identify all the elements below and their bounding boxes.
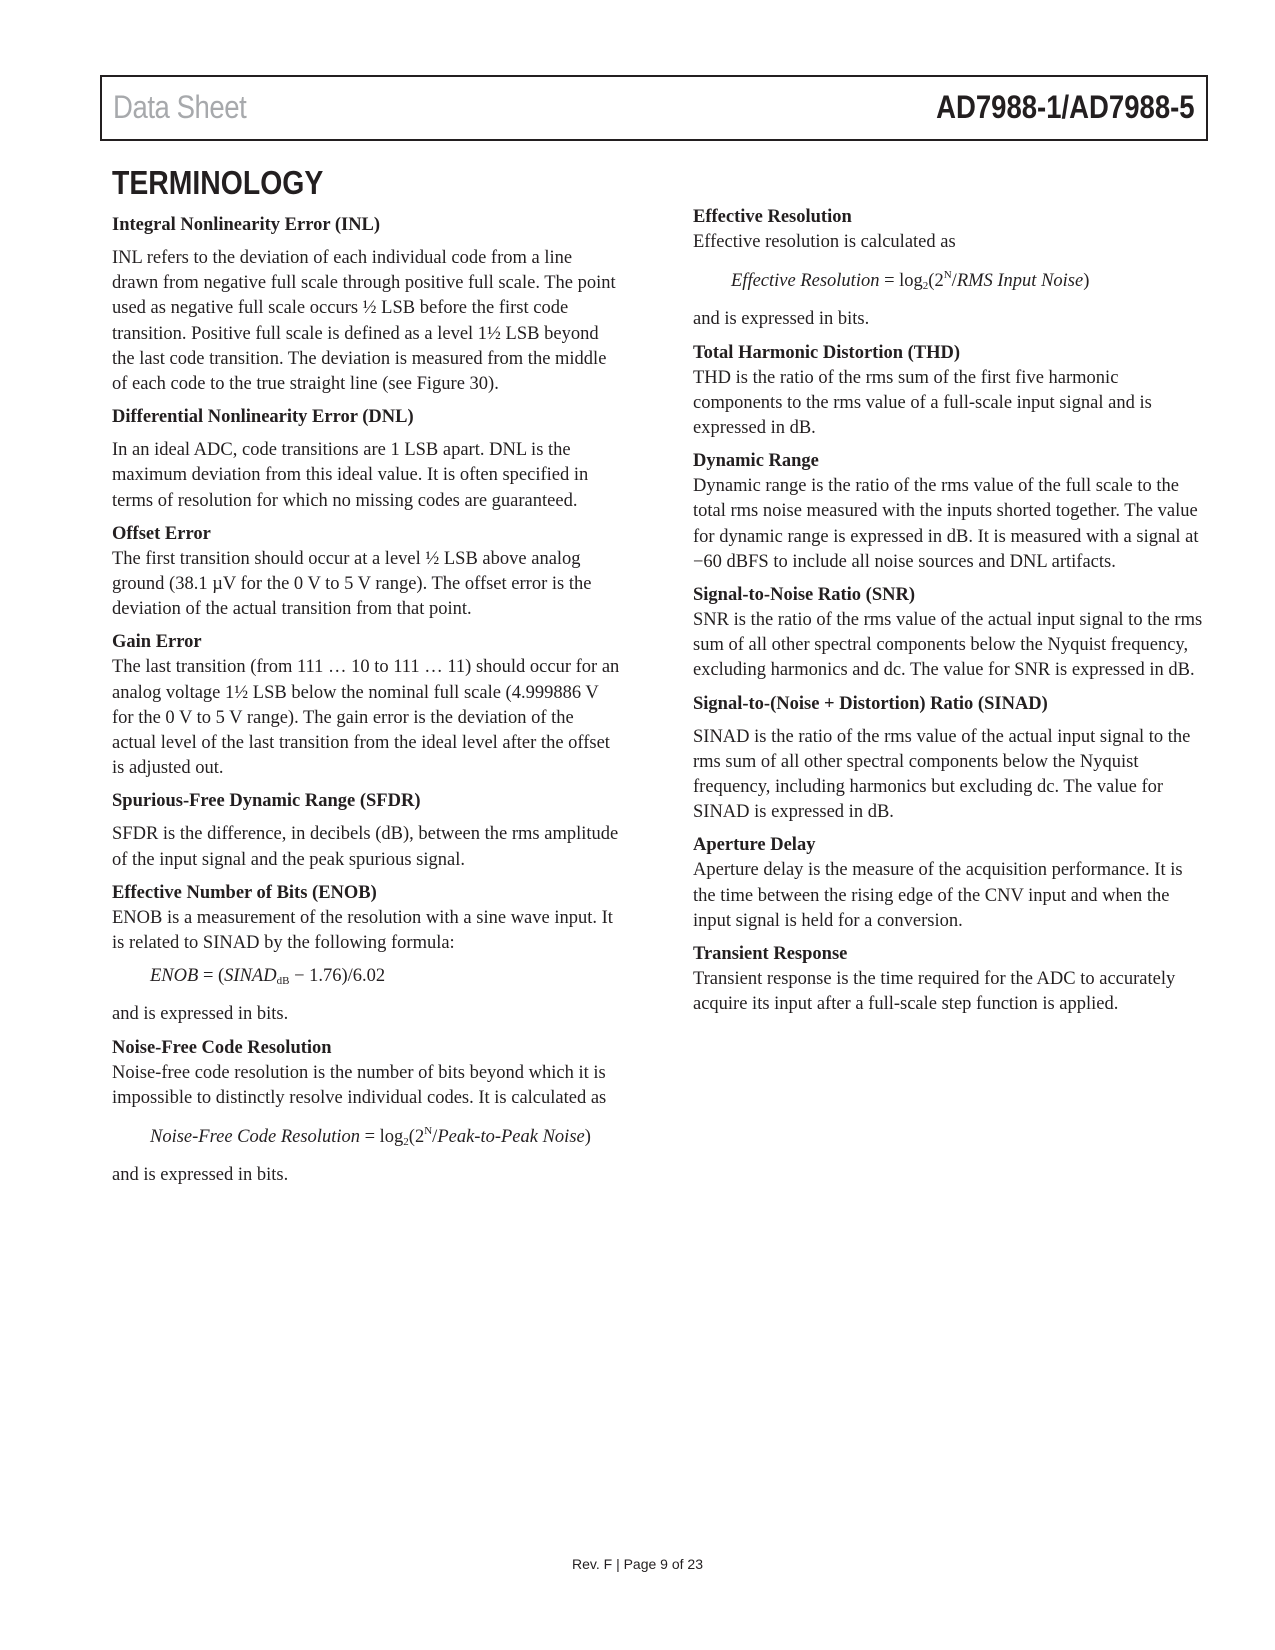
formula-slash: / [432,1127,438,1148]
formula-lhs: Effective Resolution [731,271,880,292]
term-heading: Differential Nonlinearity Error (DNL) [112,407,414,428]
term-body: SNR is the ratio of the rms value of the actual input signal to the rms sum of all other spectral components below the Nyquist frequency, excluding harmonics and dc. The value for SNR is expressed in dB. [693,610,1203,681]
term-after: and is expressed in bits. [693,309,870,330]
term-heading: Effective Number of Bits (ENOB) [112,882,377,903]
formula-slash: / [951,271,957,292]
page-footer: Rev. F | Page 9 of 23 [571,1556,703,1572]
term-heading: Dynamic Range [693,451,819,472]
formula-sub: 2 [922,280,929,293]
term-effective-resolution [693,205,1203,333]
term-heading: Effective Resolution [693,207,852,227]
term-body: Noise-free code resolution is the number of bits beyond which it is impossible to distinctly resolve individual codes. It is calculated as [112,1062,607,1108]
term-enob [112,881,620,1028]
term-heading: Offset Error [112,523,211,544]
term-body: Aperture delay is the measure of the acquisition performance. It is the time between the rising edge of the CNV input and when the input signal is held for a conversion. [693,860,1183,931]
term-aperture-delay [693,833,1203,934]
formula-eq: = log [359,1127,404,1148]
term-body: THD is the ratio of the rms sum of the first five harmonic components to the rms value of a full-scale input signal and is expressed in dB. [693,367,1152,439]
formula-var: SINAD [224,966,277,987]
formula-close: ) [584,1127,591,1148]
term-sinad [693,692,1203,826]
term-body: SINAD is the ratio of the rms value of the actual input signal to the rms sum of all other spectral components below the Nyquist frequency, including harmonics but excluding dc. The value for SINAD is expressed in dB. [693,726,1191,823]
term-transient-response [693,942,1203,1017]
formula-lhs: Noise-Free Code Resolution [150,1127,360,1148]
term-heading: Spurious-Free Dynamic Range (SFDR) [112,791,421,812]
formula-close: ) [1083,271,1090,292]
term-snr [693,583,1203,684]
term-body: SFDR is the difference, in decibels (dB), between the rms amplitude of the input signal and the peak spurious signal. [112,824,619,870]
term-body: Dynamic range is the ratio of the rms value of the full scale to the total rms noise measured with the inputs shorted together. The value for dynamic range is expressed in dB. It is measured with a signal at −60 dBFS to include all noise sources and DNL artifacts. [693,476,1199,572]
term-body: ENOB is a measurement of the resolution with a sine wave input. It is related to SINAD by the following formula: [112,907,613,954]
term-heading: Gain Error [112,632,202,653]
term-heading: Aperture Delay [693,835,816,856]
term-heading: Integral Nonlinearity Error (INL) [112,215,381,235]
term-inl [112,213,620,397]
term-body: Transient response is the time required for the ADC to accurately acquire its input after a full-scale step function is applied. [693,969,1176,1015]
term-after: and is expressed in bits. [112,1004,289,1025]
term-thd [693,341,1203,442]
page-header [100,75,1208,141]
formula-open: (2 [408,1127,425,1148]
term-body: The last transition (from 111 … 10 to 111 … 11) should occur for an analog voltage 1½ LSB below the nominal full scale (4.999886 V for the 0 V to 5 V range). The gain error is the deviation of the actual level of the last transition from the ideal level after the offset is adjusted out. [112,657,620,779]
term-nfcr [112,1036,620,1189]
term-sfdr [112,789,620,872]
formula-sup: N [424,1125,433,1138]
header-doc-type: Data Sheet [113,89,247,125]
term-heading: Signal-to-Noise Ratio (SNR) [693,585,915,606]
left-column [112,213,620,1196]
section-title: TERMINOLOGY [112,164,324,201]
formula-var: RMS Input Noise [956,271,1084,292]
term-body: The first transition should occur at a level ½ LSB above analog ground (38.1 µV for the 0 V to 5 V range). The offset error is the deviation of the actual transition from that point. [112,548,592,620]
nfcr-formula [150,1119,620,1155]
term-body: Effective resolution is calculated as [693,232,956,252]
formula-sup: N [943,269,952,282]
term-after: and is expressed in bits. [112,1165,289,1186]
er-formula [731,263,1203,299]
formula-eq: = ( [198,966,225,987]
term-dynamic-range [693,449,1203,575]
formula-sub: dB [276,975,290,988]
term-dnl [112,405,620,514]
right-column [693,205,1203,1025]
enob-formula [150,964,620,994]
formula-var: Peak-to-Peak Noise [437,1127,585,1148]
formula-sub: 2 [403,1136,409,1149]
term-body: In an ideal ADC, code transitions are 1 LSB apart. DNL is the maximum deviation from this ideal value. It is often specified in terms of resolution for which no missing codes are guaranteed. [112,440,589,511]
term-heading: Transient Response [693,944,848,965]
formula-lhs: ENOB [150,966,199,987]
term-body: INL refers to the deviation of each individual code from a line drawn from negative full scale through positive full scale. The point used as negative full scale occurs ½ LSB before the first code transition. Positive full scale is defined as a level 1½ LSB beyond the last code transition. The deviation is measured from the middle of each code to the true straight line (see Figure 30). [112,248,616,395]
term-heading: Total Harmonic Distortion (THD) [693,342,961,363]
term-heading: Signal-to-(Noise + Distortion) Ratio (SINAD) [693,693,1048,714]
formula-rest: − 1.76)/6.02 [289,966,386,987]
header-part-number: AD7988-1/AD7988-5 [936,89,1195,125]
term-heading: Noise-Free Code Resolution [112,1037,332,1058]
term-gain-error [112,630,620,781]
formula-open: (2 [928,271,944,292]
formula-eq: = log [879,271,923,292]
term-offset-error [112,522,620,623]
